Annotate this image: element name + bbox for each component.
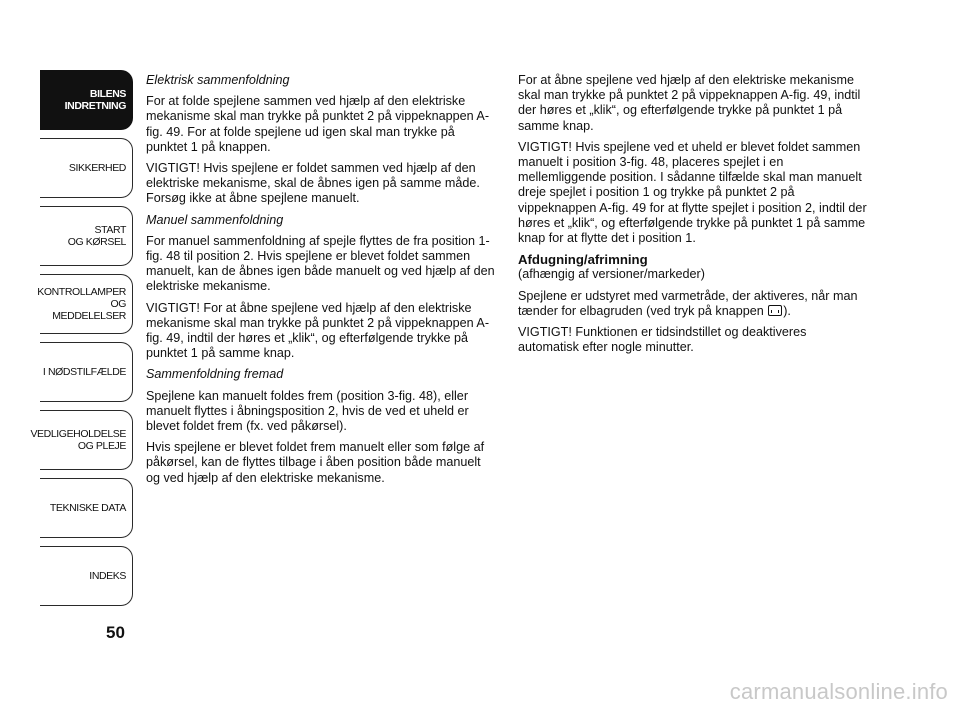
paragraph: VIGTIGT! Hvis spejlene ved et uheld er blevet foldet sammen manuelt i position 3-fig. 48, placeres spejlet i en mellemliggende position. I sådanne tilfælde skal man manuelt dreje spejlet i position 1 og trykke på punktet 2 på vippeknappen A-fig. 49 for at flytte spejlet i position 2, indtil der høres et „klik“, og efterfølgende trykke på punktet 1 på samme knap for at flytte det i position 1. (518, 139, 867, 246)
tab-label: START OG KØRSEL (67, 224, 126, 248)
watermark: carmanualsonline.info (729, 679, 948, 704)
tab-vedligeholdelse[interactable] (30, 410, 133, 470)
section-tabs (30, 70, 133, 614)
paragraph: For at åbne spejlene ved hjælp af den elektriske mekanisme skal man trykke på punktet 2 på vippeknappen A-fig. 49, indtil der høres et „klik“, og efterfølgende trykke på punktet 1 på samme knap. (518, 73, 861, 133)
tab-label: SIKKERHED (68, 162, 126, 174)
left-column (146, 73, 496, 492)
subheading-fremad: Sammenfoldning fremad (146, 367, 284, 382)
tab-indeks[interactable] (40, 546, 133, 606)
tab-bilens-indretning[interactable] (40, 70, 133, 130)
paragraph: VIGTIGT! Funktionen er tidsindstillet og deaktiveres automatisk efter nogle minutter. (518, 325, 807, 355)
paragraph (518, 289, 870, 319)
paragraph: For at folde spejlene sammen ved hjælp af den elektriske mekanisme skal man trykke på punktet 2 på vippeknappen A-fig. 49. For at folde spejlene ud igen skal man trykke på punktet 1 på knappen. (146, 94, 490, 154)
tab-sikkerhed[interactable] (40, 138, 133, 198)
tab-label: I NØDSTILFÆLDE (42, 366, 126, 378)
tab-label: VEDLIGEHOLDELSE OG PLEJE (30, 428, 126, 452)
subheading-manuel: Manuel sammenfoldning (146, 212, 284, 227)
tab-tekniske-data[interactable] (40, 478, 133, 538)
tab-label: KONTROLLAMPER OG MEDDELELSER (37, 286, 126, 322)
section-heading: Afdugning/afrimning (518, 252, 648, 268)
tab-i-nodstilfaelde[interactable] (40, 342, 133, 402)
tab-label: TEKNISKE DATA (49, 502, 126, 514)
section-subheading: (afhængig af versioner/markeder) (518, 267, 705, 282)
page-number: 50 (106, 623, 125, 642)
paragraph: Spejlene kan manuelt foldes frem (position 3-fig. 48), eller manuelt flyttes i åbningsposition 2, hvis de ved et uheld er blevet foldet frem (fx. ved påkørsel). (146, 388, 469, 434)
tab-kontrollamper[interactable] (37, 274, 133, 334)
text-after-icon: ). (783, 303, 791, 318)
right-column (518, 73, 870, 361)
subheading-elektrisk: Elektrisk sammenfoldning (146, 73, 290, 87)
tab-start-og-korsel[interactable] (40, 206, 133, 266)
tab-label: INDEKS (89, 570, 126, 582)
paragraph: For manuel sammenfoldning af spejle flyttes de fra position 1-fig. 48 til position 2. Hvis spejlene er blevet foldet sammen manuelt, kan de åbnes igen både manuelt og ved hjælp af den elektriske mekanisme. (146, 233, 495, 294)
tab-label: BILENS INDRETNING (64, 88, 126, 112)
paragraph: VIGTIGT! Hvis spejlene er foldet sammen ved hjælp af den elektriske mekanisme, skal de åbnes igen på samme måde. Forsøg ikke at åbne spejlene manuelt. (146, 161, 480, 206)
text-before-icon: Spejlene er udstyret med varmetråde, der aktiveres, når man tænder for elbagruden (ved tryk på knappen (518, 288, 858, 318)
paragraph: VIGTIGT! For at åbne spejlene ved hjælp af den elektriske mekanisme skal man trykke på punktet 2 på vippeknappen A-fig. 49, indtil der høres et „klik“, og efterfølgende trykke på punktet 1 på samme knap. (146, 300, 490, 361)
rear-defrost-icon (768, 305, 782, 316)
paragraph: Hvis spejlene er blevet foldet frem manuelt eller som følge af påkørsel, kan de flyttes tilbage i åben position både manuelt og ved hjælp af den elektriske mekanisme. (146, 440, 485, 485)
